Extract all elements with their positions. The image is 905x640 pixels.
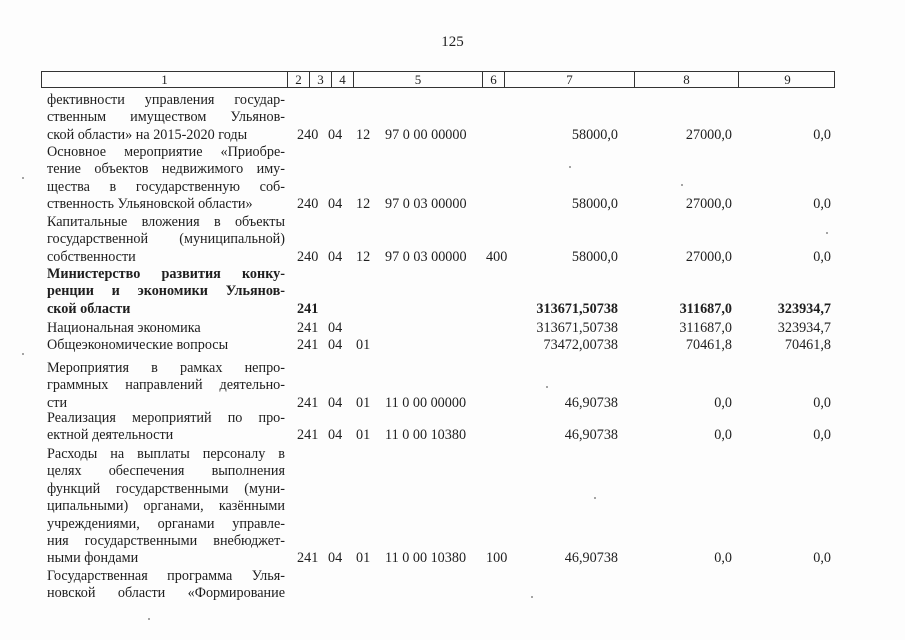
cell-adm: 241	[297, 550, 319, 567]
description-line: Реализация мероприятий по про-	[47, 410, 285, 426]
cell-pr: 01	[356, 427, 371, 444]
scan-speck	[681, 184, 683, 186]
header-col-8: 8	[635, 72, 739, 87]
description-line: целях обеспечения выполнения	[47, 463, 285, 480]
cell-pr: 12	[356, 196, 371, 213]
description-line: новской области «Формирование	[47, 585, 285, 602]
cell-v7: 73472,00738	[543, 337, 618, 353]
cell-rz: 04	[328, 126, 343, 143]
scan-speck	[546, 386, 548, 388]
description-line: тение объектов недвижимого иму-	[47, 161, 285, 178]
header-col-7: 7	[505, 72, 635, 87]
cell-csr: 11 0 00 00000	[385, 394, 467, 411]
cell-v8: 311687,0	[679, 300, 732, 317]
header-col-2: 2	[288, 72, 310, 87]
description-line: ными фондами	[47, 550, 139, 567]
description-line: сти	[47, 394, 68, 411]
row-description	[47, 214, 285, 266]
scan-speck	[148, 618, 150, 620]
cell-v7: 313671,50738	[536, 300, 618, 317]
cell-csr: 11 0 00 10380	[385, 550, 467, 567]
cell-v9: 0,0	[813, 248, 831, 265]
row-description	[47, 446, 285, 568]
cell-pr: 12	[356, 248, 371, 265]
cell-adm: 240	[297, 196, 319, 213]
description-line: Расходы на выплаты персоналу в	[47, 446, 285, 462]
cell-v8: 70461,8	[685, 337, 732, 353]
cell-adm: 241	[297, 320, 319, 336]
cell-rz: 04	[328, 550, 343, 567]
description-line: ципальными) органами, казёнными	[47, 498, 285, 515]
description-line: ния государственными внебюджет-	[47, 533, 285, 550]
cell-v7: 58000,0	[571, 126, 618, 143]
cell-rz: 04	[328, 320, 343, 336]
cell-v9: 0,0	[813, 550, 831, 567]
cell-rz: 04	[328, 427, 343, 444]
description-line: ренции и экономики Ульянов-	[47, 283, 285, 300]
cell-v7: 313671,50738	[536, 320, 618, 336]
cell-v8: 311687,0	[679, 320, 732, 336]
cell-v9: 323934,7	[777, 320, 831, 336]
description-line: ской области» на 2015-2020 годы	[47, 126, 248, 143]
header-col-6: 6	[483, 72, 505, 87]
scan-speck	[22, 177, 24, 179]
cell-v8: 0,0	[714, 427, 732, 444]
cell-v9: 0,0	[813, 126, 831, 143]
row-description	[47, 410, 285, 445]
cell-v8: 0,0	[714, 550, 732, 567]
scan-speck	[826, 232, 828, 234]
page-number: 125	[441, 34, 464, 50]
cell-v9: 323934,7	[777, 300, 831, 317]
cell-v8: 27000,0	[685, 248, 732, 265]
row-description	[47, 320, 285, 337]
cell-pr: 01	[356, 394, 371, 411]
cell-csr: 11 0 00 10380	[385, 427, 467, 444]
cell-adm: 241	[297, 300, 319, 317]
header-col-9: 9	[784, 72, 791, 87]
description-line: граммных направлений деятельно-	[47, 377, 285, 394]
cell-vr: 100	[486, 550, 508, 567]
cell-csr: 97 0 00 00000	[385, 126, 467, 143]
cell-adm: 241	[297, 394, 319, 411]
table-header	[41, 71, 835, 88]
cell-adm: 240	[297, 248, 319, 265]
description-line: учреждениями, органами управле-	[47, 515, 285, 532]
cell-v7: 58000,0	[571, 248, 618, 265]
description-line: ственность Ульяновской области»	[47, 196, 253, 213]
cell-rz: 04	[328, 337, 343, 353]
cell-v9: 0,0	[813, 427, 831, 444]
description-line: щества в государственную соб-	[47, 178, 285, 195]
cell-pr: 12	[356, 126, 371, 143]
description-line: фективности управления государ-	[47, 92, 285, 108]
cell-v8: 27000,0	[685, 126, 732, 143]
header-col-1: 1	[42, 72, 288, 87]
scan-speck	[531, 596, 533, 598]
description-line: Общеэкономические вопросы	[47, 337, 229, 353]
description-line: функций государственными (муни-	[47, 480, 285, 497]
cell-adm: 241	[297, 427, 319, 444]
cell-rz: 04	[328, 394, 343, 411]
scan-speck	[22, 353, 24, 355]
cell-adm: 240	[297, 126, 319, 143]
cell-v8: 27000,0	[685, 196, 732, 213]
cell-rz: 04	[328, 196, 343, 213]
row-description	[47, 360, 285, 412]
cell-pr: 01	[356, 337, 371, 353]
cell-v9: 0,0	[813, 394, 831, 411]
cell-rz: 04	[328, 248, 343, 265]
row-description	[47, 568, 285, 603]
scan-speck	[594, 497, 596, 499]
row-description	[47, 144, 285, 214]
header-col-5: 5	[354, 72, 483, 87]
cell-v7: 46,90738	[564, 550, 618, 567]
description-line: Национальная экономика	[47, 320, 201, 336]
cell-adm: 241	[297, 337, 319, 353]
cell-v8: 0,0	[714, 394, 732, 411]
description-line: Государственная программа Улья-	[47, 568, 285, 584]
cell-csr: 97 0 03 00000	[385, 248, 467, 265]
cell-csr: 97 0 03 00000	[385, 196, 467, 213]
header-col-3: 3	[310, 72, 332, 87]
cell-v7: 46,90738	[564, 427, 618, 444]
row-description	[47, 266, 285, 318]
cell-vr: 400	[486, 248, 508, 265]
description-line: ственным имуществом Ульянов-	[47, 109, 285, 126]
row-description	[47, 92, 285, 144]
cell-pr: 01	[356, 550, 371, 567]
description-line: государственной (муниципальной)	[47, 231, 285, 248]
description-line: Мероприятия в рамках непро-	[47, 360, 285, 376]
cell-v9: 70461,8	[784, 337, 831, 353]
description-line: Капитальные вложения в объекты	[47, 214, 285, 230]
cell-v7: 46,90738	[564, 394, 618, 411]
cell-v9: 0,0	[813, 196, 831, 213]
row-description	[47, 337, 285, 354]
cell-v7: 58000,0	[571, 196, 618, 213]
description-line: Министерство развития конку-	[47, 266, 285, 282]
header-col-4: 4	[332, 72, 354, 87]
description-line: собственности	[47, 248, 136, 265]
description-line: Основное мероприятие «Приобре-	[47, 144, 285, 160]
description-line: ской области	[47, 300, 131, 317]
description-line: ектной деятельности	[47, 427, 174, 444]
scan-speck	[569, 166, 571, 168]
